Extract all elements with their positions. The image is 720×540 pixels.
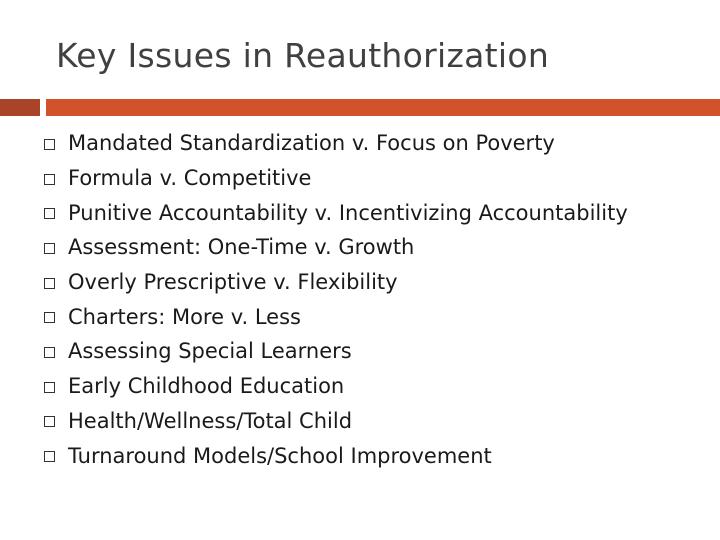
bullet-item [44, 126, 628, 161]
bullet-text: Assessing Special Learners [68, 339, 352, 364]
bullet-item [44, 195, 628, 230]
bullet-item [44, 230, 628, 265]
bullet-text: Health/Wellness/Total Child [68, 408, 353, 433]
accent-rule-left [0, 99, 40, 116]
bullet-text: Formula v. Competitive [68, 166, 312, 191]
checkbox-square-icon [44, 174, 55, 185]
bullet-list [44, 126, 628, 473]
checkbox-square-icon [44, 451, 55, 462]
accent-rule-right [46, 99, 720, 116]
bullet-item [44, 265, 628, 300]
bullet-text: Assessment: One-Time v. Growth [68, 235, 415, 260]
bullet-item [44, 334, 628, 369]
checkbox-square-icon [44, 382, 55, 393]
bullet-text: Turnaround Models/School Improvement [68, 443, 492, 468]
checkbox-square-icon [44, 312, 55, 323]
bullet-item [44, 369, 628, 404]
checkbox-square-icon [44, 139, 55, 150]
checkbox-square-icon [44, 347, 55, 358]
bullet-item [44, 299, 628, 334]
checkbox-square-icon [44, 208, 55, 219]
bullet-text: Mandated Standardization v. Focus on Poverty [68, 131, 555, 156]
checkbox-square-icon [44, 278, 55, 289]
checkbox-square-icon [44, 243, 55, 254]
bullet-item [44, 161, 628, 196]
bullet-text: Overly Prescriptive v. Flexibility [68, 270, 398, 295]
checkbox-square-icon [44, 416, 55, 427]
bullet-text: Charters: More v. Less [68, 304, 301, 329]
bullet-item [44, 404, 628, 439]
bullet-item [44, 438, 628, 473]
bullet-text: Early Childhood Education [68, 374, 345, 399]
bullet-text: Punitive Accountability v. Incentivizing Accountability [68, 200, 628, 225]
slide-title: Key Issues in Reauthorization [56, 36, 550, 75]
